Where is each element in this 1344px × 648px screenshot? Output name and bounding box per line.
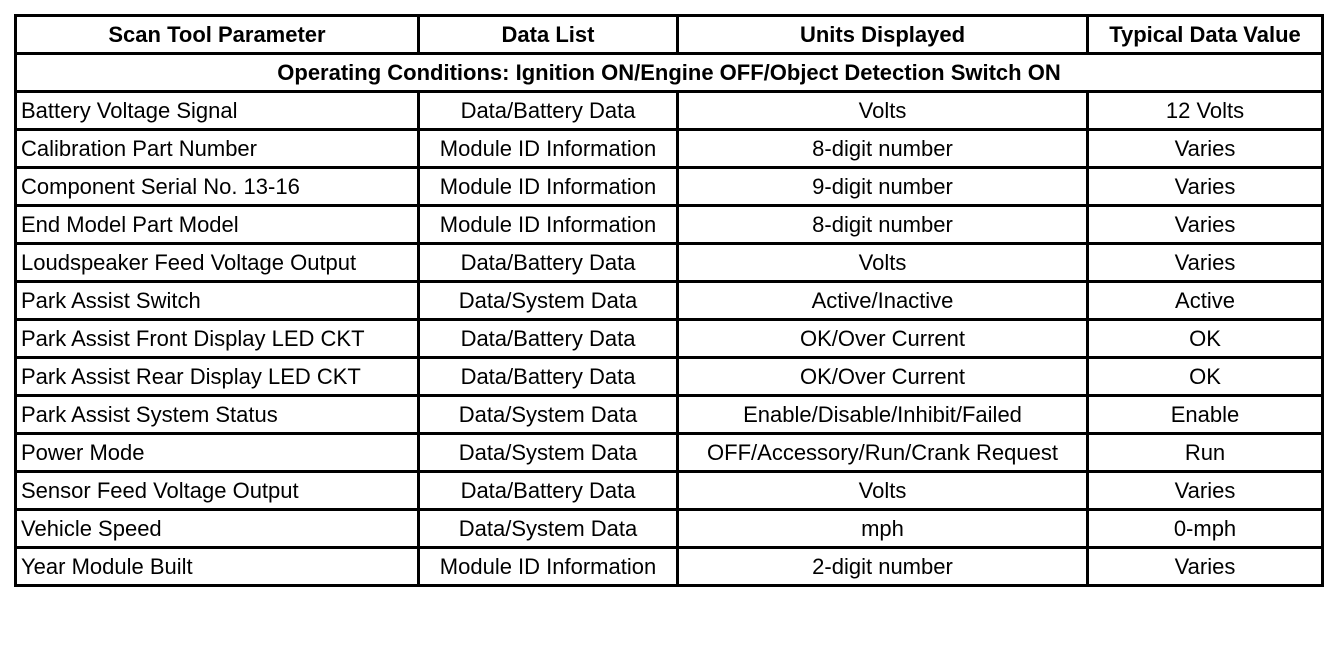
cell-parameter: End Model Part Model [16,206,419,244]
cell-units: 8-digit number [678,130,1088,168]
cell-units: OK/Over Current [678,358,1088,396]
cell-data-list: Data/Battery Data [419,320,678,358]
cell-data-list: Data/System Data [419,510,678,548]
cell-parameter: Year Module Built [16,548,419,586]
cell-parameter: Calibration Part Number [16,130,419,168]
cell-units: Volts [678,92,1088,130]
cell-units: 2-digit number [678,548,1088,586]
cell-data-list: Data/System Data [419,282,678,320]
cell-units: mph [678,510,1088,548]
cell-units: Active/Inactive [678,282,1088,320]
cell-typical: Varies [1088,548,1323,586]
cell-parameter: Sensor Feed Voltage Output [16,472,419,510]
cell-typical: Varies [1088,206,1323,244]
cell-data-list: Data/System Data [419,396,678,434]
cell-typical: Varies [1088,130,1323,168]
header-row [16,16,1323,54]
cell-typical: Active [1088,282,1323,320]
table-row [16,510,1323,548]
table-row [16,396,1323,434]
cell-typical: OK [1088,320,1323,358]
cell-data-list: Module ID Information [419,130,678,168]
table-row [16,548,1323,586]
operating-conditions: Operating Conditions: Ignition ON/Engine OFF/Object Detection Switch ON [16,54,1323,92]
cell-parameter: Vehicle Speed [16,510,419,548]
cell-units: 9-digit number [678,168,1088,206]
cell-data-list: Module ID Information [419,168,678,206]
cell-parameter: Battery Voltage Signal [16,92,419,130]
table-row [16,168,1323,206]
cell-typical: Varies [1088,168,1323,206]
cell-units: 8-digit number [678,206,1088,244]
table-row [16,320,1323,358]
cell-typical: Varies [1088,472,1323,510]
table-row [16,244,1323,282]
cell-data-list: Data/Battery Data [419,358,678,396]
cell-parameter: Loudspeaker Feed Voltage Output [16,244,419,282]
table-row [16,434,1323,472]
cell-data-list: Module ID Information [419,206,678,244]
header-parameter: Scan Tool Parameter [16,16,419,54]
cell-typical: Run [1088,434,1323,472]
cell-typical: 0-mph [1088,510,1323,548]
cell-typical: OK [1088,358,1323,396]
table-row [16,358,1323,396]
cell-parameter: Park Assist Switch [16,282,419,320]
cell-typical: Varies [1088,244,1323,282]
cell-units: Volts [678,244,1088,282]
header-units: Units Displayed [678,16,1088,54]
cell-typical: Enable [1088,396,1323,434]
cell-parameter: Park Assist Rear Display LED CKT [16,358,419,396]
cell-units: Enable/Disable/Inhibit/Failed [678,396,1088,434]
cell-units: OFF/Accessory/Run/Crank Request [678,434,1088,472]
table-row [16,206,1323,244]
cell-data-list: Data/Battery Data [419,92,678,130]
header-typical: Typical Data Value [1088,16,1323,54]
table-row [16,92,1323,130]
table-row [16,472,1323,510]
cell-units: OK/Over Current [678,320,1088,358]
table-row [16,282,1323,320]
cell-typical: 12 Volts [1088,92,1323,130]
cell-parameter: Park Assist System Status [16,396,419,434]
cell-units: Volts [678,472,1088,510]
cell-parameter: Component Serial No. 13-16 [16,168,419,206]
cell-data-list: Module ID Information [419,548,678,586]
scan-tool-parameter-table [14,14,1324,587]
cell-parameter: Power Mode [16,434,419,472]
table-row [16,130,1323,168]
cell-parameter: Park Assist Front Display LED CKT [16,320,419,358]
cell-data-list: Data/System Data [419,434,678,472]
header-data-list: Data List [419,16,678,54]
conditions-row [16,54,1323,92]
cell-data-list: Data/Battery Data [419,244,678,282]
cell-data-list: Data/Battery Data [419,472,678,510]
